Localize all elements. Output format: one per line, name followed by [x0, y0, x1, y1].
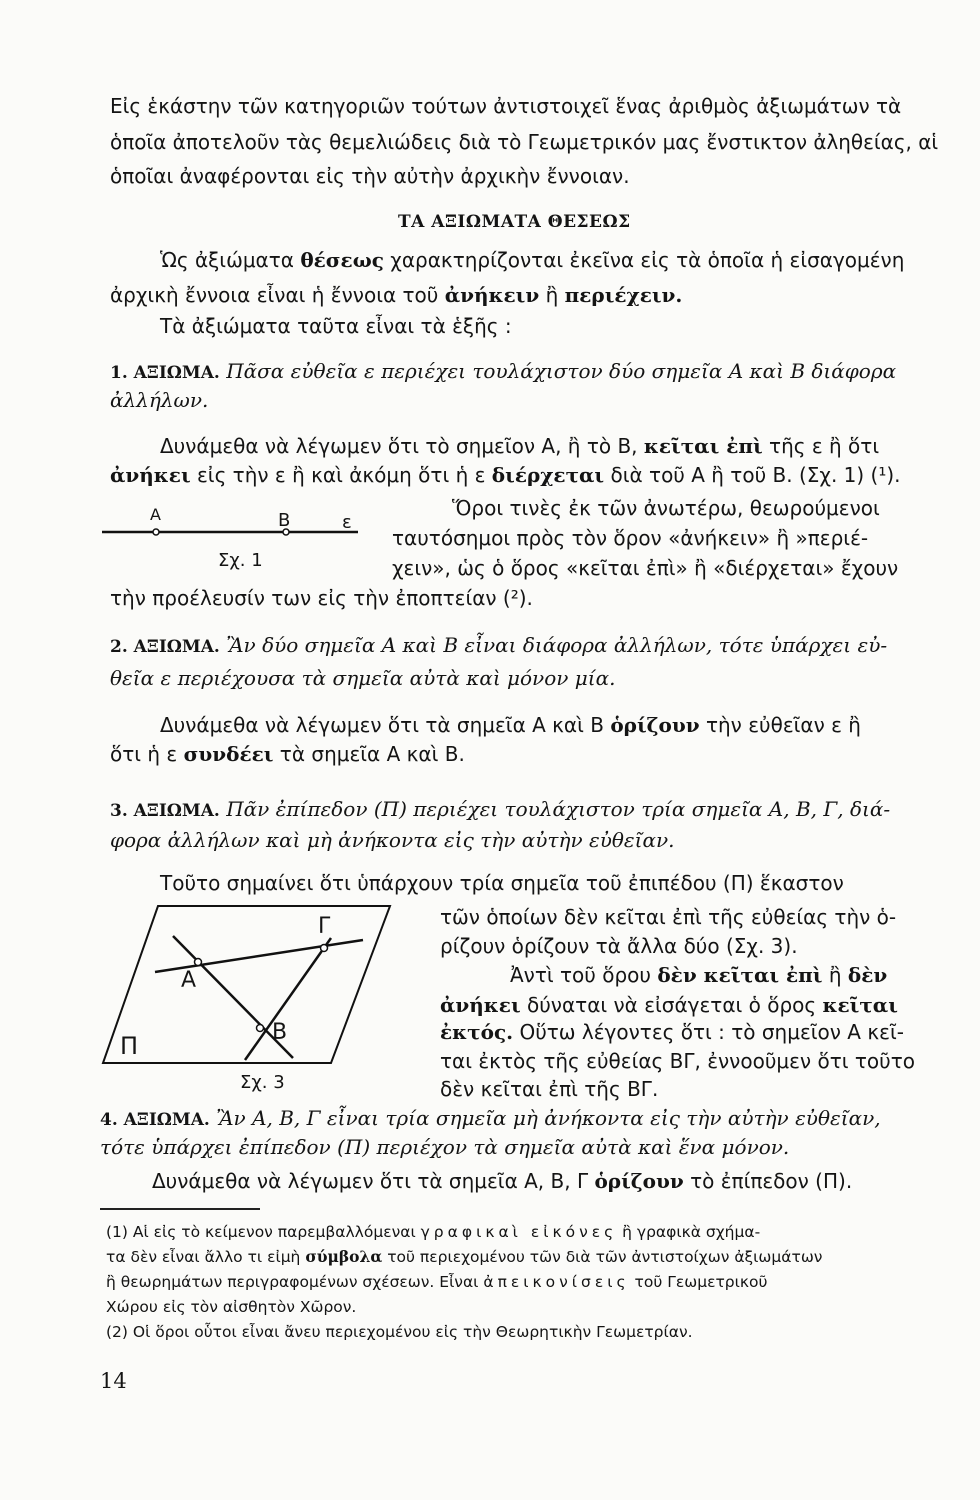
plane-outline	[103, 906, 390, 1063]
axiom-3-para-line-7: ται ἐκτὸς τῆς εὐθείας ΒΓ, ἐννοοῦμεν ὅτι τοῦτο	[440, 1049, 915, 1073]
figure-3-label-b: Β	[272, 1020, 288, 1045]
axiom-4-statement-line-1: 4. ΑΞΙΩΜΑ. Ἂν Α, Β, Γ εἶναι τρία σημεῖα μὴ ἀνήκοντα εἰς τὴν αὐτὴν εὐθεῖαν,	[100, 1106, 881, 1130]
axiom-3-para-line-6: ἐκτός. Οὕτω λέγοντες ὅτι : τὸ σημεῖον Α κεῖ-	[440, 1020, 904, 1044]
axiom-1-statement-line-2: ἀλλήλων.	[110, 388, 209, 412]
axiom-2-number: 2. ΑΞΙΩΜΑ.	[110, 637, 220, 657]
footnote-1-line-2: τα δὲν εἶναι ἄλλο τι εἰμὴ σύμβολα τοῦ περιεχομένου τῶν διὰ τῶν ἀντιστοίχων ἀξιωμάτων	[106, 1247, 823, 1266]
axiom-1-number: 1. ΑΞΙΩΜΑ.	[110, 363, 220, 383]
axiom-3-para-line-5: ἀνήκει δύναται νὰ εἰσάγεται ὁ ὅρος κεῖται	[440, 993, 898, 1017]
point-b-marker	[257, 1025, 264, 1032]
axiom-1-statement-line-1: 1. ΑΞΙΩΜΑ. Πᾶσα εὐθεῖα ε περιέχει τουλάχιστον δύο σημεῖα Α καὶ Β διάφορα	[110, 359, 897, 383]
figure-1-caption: Σχ. 1	[218, 550, 263, 571]
axiom-1-para-line-5: χειν», ὡς ὁ ὅρος «κεῖται ἐπὶ» ἢ «διέρχεται» ἔχουν	[392, 556, 899, 580]
section-intro-line-2: ἀρχικὴ ἔννοια εἶναι ἡ ἔννοια τοῦ ἀνήκειν ἢ περιέχειν.	[110, 283, 683, 307]
axiom-2-statement-line-1: 2. ΑΞΙΩΜΑ. Ἂν δύο σημεῖα Α καὶ Β εἶναι διάφορα ἀλλήλων, τότε ὑπάρχει εὐ-	[110, 633, 888, 657]
intro-line-2: ὁποῖα ἀποτελοῦν τὰς θεμελιώδεις διὰ τὸ Γεωμετρικόν μας ἔνστικτον ἀληθείας, αἱ	[110, 130, 939, 154]
axiom-4-statement-line-2: τότε ὑπάρχει ἐπίπεδον (Π) περιέχον τὰ σημεῖα αὐτὰ καὶ ἕνα μόνον.	[100, 1135, 790, 1159]
footnote-1-line-3: ἢ θεωρημάτων περιγραφομένων σχέσεων. Εἶναι ἀπεικονίσεις τοῦ Γεωμετρικοῦ	[106, 1273, 768, 1291]
figure-1	[100, 512, 370, 552]
figure-3	[95, 900, 395, 1070]
footnote-1-line-4: Χώρου εἰς τὸν αἰσθητὸν Χῶρον.	[106, 1298, 357, 1316]
axiom-1-para-line-6: τὴν προέλευσίν των εἰς τὴν ἐποπτείαν (²).	[110, 586, 533, 610]
figure-3-caption: Σχ. 3	[240, 1072, 285, 1093]
figure-3-label-a: Α	[181, 968, 197, 993]
axiom-1-para-line-2: ἀνήκει εἰς τὴν ε ἢ καὶ ἀκόμη ὅτι ἡ ε διέρχεται διὰ τοῦ Α ἢ τοῦ Β. (Σχ. 1) (¹).	[110, 463, 901, 487]
point-a-marker	[153, 529, 159, 535]
axiom-1-para-line-3: Ὅροι τινὲς ἐκ τῶν ἀνωτέρω, θεωρούμενοι	[452, 496, 880, 520]
axiom-2-statement-line-2: θεῖα ε περιέχουσα τὰ σημεῖα αὐτὰ καὶ μόνον μία.	[110, 666, 616, 690]
axiom-2-para-line-2: ὅτι ἡ ε συνδέει τὰ σημεῖα Α καὶ Β.	[110, 742, 465, 766]
axiom-3-number: 3. ΑΞΙΩΜΑ.	[110, 801, 220, 821]
axiom-3-statement-line-2: φορα ἀλλήλων καὶ μὴ ἀνήκοντα εἰς τὴν αὐτὴν εὐθεῖαν.	[110, 828, 675, 852]
intro-line-1: Εἰς ἑκάστην τῶν κατηγοριῶν τούτων ἀντιστοιχεῖ ἕνας ἀριθμὸς ἀξιωμάτων τὰ	[110, 94, 902, 118]
axiom-3-para-line-1: Τοῦτο σημαίνει ὅτι ὑπάρχουν τρία σημεῖα τοῦ ἐπιπέδου (Π) ἕκαστον	[160, 871, 844, 895]
footnote-rule	[100, 1208, 260, 1210]
footnote-1-line-1: (1) Αἱ εἰς τὸ κείμενον παρεμβαλλόμεναι γραφικαὶ εἰκόνες ἢ γραφικὰ σχήμα-	[106, 1223, 761, 1241]
figure-1-label-e: ε	[342, 512, 352, 533]
figure-1-label-a: Α	[150, 505, 161, 524]
section-title: ΤΑ ΑΞΙΩΜΑΤΑ ΘΕΣΕΩΣ	[398, 212, 631, 232]
axiom-1-para-line-1: Δυνάμεθα νὰ λέγωμεν ὅτι τὸ σημεῖον Α, ἢ τὸ Β, κεῖται ἐπὶ τῆς ε ἢ ὅτι	[160, 434, 880, 458]
figure-1-label-b: Β	[278, 510, 291, 531]
figure-3-label-p: Π	[120, 1032, 139, 1060]
section-intro-line-1: Ὡς ἀξιώματα θέσεως χαρακτηρίζονται ἐκεῖνα εἰς τὰ ὁποῖα ἡ εἰσαγομένη	[160, 248, 905, 272]
axiom-3-statement-line-1: 3. ΑΞΙΩΜΑ. Πᾶν ἐπίπεδον (Π) περιέχει τουλάχιστον τρία σημεῖα Α, Β, Γ, διά-	[110, 797, 891, 821]
figure-3-label-g: Γ	[318, 914, 331, 939]
axiom-4-number: 4. ΑΞΙΩΜΑ.	[100, 1110, 210, 1130]
section-intro-line-3: Τὰ ἀξιώματα ταῦτα εἶναι τὰ ἑξῆς :	[160, 314, 512, 338]
axiom-3-para-line-3: ρίζουν ὁρίζουν τὰ ἄλλα δύο (Σχ. 3).	[440, 934, 798, 958]
axiom-4-para-line-1: Δυνάμεθα νὰ λέγωμεν ὅτι τὰ σημεῖα Α, Β, Γ ὁρίζουν τὸ ἐπίπεδον (Π).	[152, 1169, 853, 1193]
page-number: 14	[100, 1369, 127, 1393]
axiom-1-para-line-4: ταυτόσημοι πρὸς τὸν ὅρον «ἀνήκειν» ἢ »περιέ-	[392, 526, 869, 550]
axiom-3-para-line-8: δὲν κεῖται ἐπὶ τῆς ΒΓ.	[440, 1077, 659, 1101]
point-a-marker	[195, 959, 202, 966]
axiom-3-para-line-2: τῶν ὁποίων δὲν κεῖται ἐπὶ τῆς εὐθείας τὴν ὁ-	[440, 905, 897, 929]
point-g-marker	[321, 945, 328, 952]
footnote-2: (2) Οἱ ὅροι οὗτοι εἶναι ἄνευ περιεχομένου εἰς τὴν Θεωρητικὴν Γεωμετρίαν.	[106, 1323, 693, 1341]
axiom-2-para-line-1: Δυνάμεθα νὰ λέγωμεν ὅτι τὰ σημεῖα Α καὶ Β ὁρίζουν τὴν εὐθεῖαν ε ἢ	[160, 713, 861, 737]
axiom-3-para-line-4: Ἀντὶ τοῦ ὅρου δὲν κεῖται ἐπὶ ἢ δὲν	[510, 963, 888, 987]
intro-line-3: ὁποῖαι ἀναφέρονται εἰς τὴν αὐτὴν ἀρχικὴν ἔννοιαν.	[110, 164, 630, 188]
